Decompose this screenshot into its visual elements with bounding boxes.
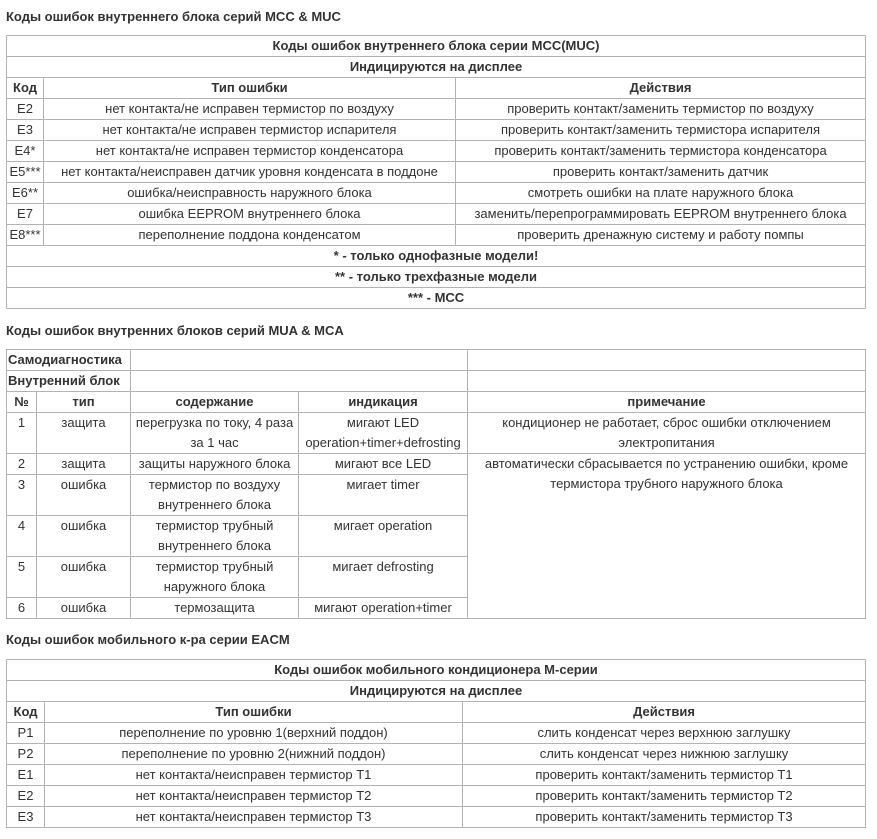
table-row xyxy=(7,454,866,475)
action-cell: проверить контакт/заменить термистора конденсатора xyxy=(456,141,866,162)
table-header-row xyxy=(7,702,866,723)
action-cell: проверить контакт/заменить термистора испарителя xyxy=(456,120,866,141)
section2-heading: Коды ошибок внутренних блоков серий MUA & MCA xyxy=(6,323,344,338)
column-header-code: Код xyxy=(7,702,45,723)
error-code-cell: E7 xyxy=(7,204,44,225)
table-title-row xyxy=(7,660,866,681)
indication-cell: мигают LED operation+timer+defrosting xyxy=(299,413,468,454)
error-type-cell: переполнение по уровню 1(верхний поддон) xyxy=(45,723,463,744)
section1-heading: Коды ошибок внутреннего блока серий MCC & MUC xyxy=(6,9,341,24)
table-row xyxy=(7,99,866,120)
table-row xyxy=(7,204,866,225)
action-cell: заменить/перепрограммировать EEPROM внутреннего блока xyxy=(456,204,866,225)
table-row xyxy=(7,765,866,786)
table-label-row xyxy=(7,350,866,371)
section3-heading: Коды ошибок мобильного к-ра серии EACM xyxy=(6,632,290,647)
table-subtitle-row xyxy=(7,57,866,78)
error-codes-table-mua-mca xyxy=(6,349,866,619)
content-cell: термистор трубный внутреннего блока xyxy=(131,516,299,557)
action-cell: проверить контакт/заменить термистор T1 xyxy=(463,765,866,786)
table-row xyxy=(7,225,866,246)
error-type-cell: нет контакта/неисправен термистор T1 xyxy=(45,765,463,786)
error-type-cell: нет контакта/неисправен термистор T3 xyxy=(45,807,463,828)
content-cell: перегрузка по току, 4 раза за 1 час xyxy=(131,413,299,454)
indication-cell: мигает defrosting xyxy=(299,557,468,598)
row-number-cell: 3 xyxy=(7,475,37,516)
error-code-cell: E6** xyxy=(7,183,44,204)
indication-cell: мигает operation xyxy=(299,516,468,557)
content-cell: защиты наружного блока xyxy=(131,454,299,475)
footnote-cell: ** - только трехфазные модели xyxy=(7,267,866,288)
table-row xyxy=(7,807,866,828)
indication-cell: мигают все LED xyxy=(299,454,468,475)
table-row xyxy=(7,744,866,765)
column-header-actions: Действия xyxy=(456,78,866,99)
type-cell: защита xyxy=(37,413,131,454)
error-type-cell: ошибка EEPROM внутреннего блока xyxy=(44,204,456,225)
type-cell: ошибка xyxy=(37,475,131,516)
error-code-cell: E3 xyxy=(7,807,45,828)
row-number-cell: 5 xyxy=(7,557,37,598)
error-code-cell: E1 xyxy=(7,765,45,786)
type-cell: ошибка xyxy=(37,557,131,598)
note-cell: кондиционер не работает, сброс ошибки отключением электропитания xyxy=(468,413,866,454)
table-note-row xyxy=(7,267,866,288)
error-type-cell: ошибка/неисправность наружного блока xyxy=(44,183,456,204)
action-cell: проверить дренажную систему и работу помпы xyxy=(456,225,866,246)
action-cell: слить конденсат через нижнюю заглушку xyxy=(463,744,866,765)
error-code-cell: E2 xyxy=(7,786,45,807)
column-header-content: содержание xyxy=(131,392,299,413)
table-title-row xyxy=(7,36,866,57)
error-code-cell: P1 xyxy=(7,723,45,744)
action-cell: проверить контакт/заменить термистор T2 xyxy=(463,786,866,807)
table-row xyxy=(7,786,866,807)
column-header-number: № xyxy=(7,392,37,413)
error-type-cell: нет контакта/не исправен термистор конденсатора xyxy=(44,141,456,162)
indication-cell: мигают operation+timer xyxy=(299,598,468,619)
table-label-row xyxy=(7,371,866,392)
content-cell: термистор трубный наружного блока xyxy=(131,557,299,598)
table-row xyxy=(7,183,866,204)
error-code-cell: E3 xyxy=(7,120,44,141)
table-subtitle: Индицируются на дисплее xyxy=(7,57,866,78)
table-header-row xyxy=(7,392,866,413)
error-code-cell: E8*** xyxy=(7,225,44,246)
indoor-unit-label: Внутренний блок xyxy=(7,371,131,392)
row-number-cell: 4 xyxy=(7,516,37,557)
action-cell: смотреть ошибки на плате наружного блока xyxy=(456,183,866,204)
action-cell: слить конденсат через верхнюю заглушку xyxy=(463,723,866,744)
error-type-cell: переполнение по уровню 2(нижний поддон) xyxy=(45,744,463,765)
table-row xyxy=(7,162,866,183)
error-code-cell: E5*** xyxy=(7,162,44,183)
table-body xyxy=(7,36,866,309)
type-cell: защита xyxy=(37,454,131,475)
error-codes-table-mcc-muc xyxy=(6,35,866,309)
error-codes-table-eacm xyxy=(6,659,866,828)
column-header-code: Код xyxy=(7,78,44,99)
error-code-cell: P2 xyxy=(7,744,45,765)
table-row xyxy=(7,120,866,141)
content-cell: термозащита xyxy=(131,598,299,619)
table-subtitle-row xyxy=(7,681,866,702)
table-body xyxy=(7,660,866,828)
table-row xyxy=(7,141,866,162)
table-body xyxy=(7,350,866,619)
column-header-indication: индикация xyxy=(299,392,468,413)
error-type-cell: нет контакта/неисправен датчик уровня конденсата в поддоне xyxy=(44,162,456,183)
error-type-cell: нет контакта/не исправен термистор испарителя xyxy=(44,120,456,141)
error-type-cell: нет контакта/неисправен термистор T2 xyxy=(45,786,463,807)
action-cell: проверить контакт/заменить термистор T3 xyxy=(463,807,866,828)
column-header-type: Тип ошибки xyxy=(44,78,456,99)
row-number-cell: 6 xyxy=(7,598,37,619)
column-header-actions: Действия xyxy=(463,702,866,723)
action-cell: проверить контакт/заменить датчик xyxy=(456,162,866,183)
column-header-type: Тип ошибки xyxy=(45,702,463,723)
table-note-row xyxy=(7,288,866,309)
table-row xyxy=(7,413,866,454)
note-cell: автоматически сбрасывается по устранению ошибки, кроме термистора трубного наружного блока xyxy=(468,454,866,619)
footnote-cell: *** - MCC xyxy=(7,288,866,309)
error-code-cell: E4* xyxy=(7,141,44,162)
row-number-cell: 1 xyxy=(7,413,37,454)
error-code-cell: E2 xyxy=(7,99,44,120)
column-header-type: тип xyxy=(37,392,131,413)
type-cell: ошибка xyxy=(37,516,131,557)
type-cell: ошибка xyxy=(37,598,131,619)
table-header-row xyxy=(7,78,866,99)
self-diagnostics-label: Самодиагностика xyxy=(7,350,131,371)
table-title: Коды ошибок внутреннего блока серии MCC(MUC) xyxy=(7,36,866,57)
error-type-cell: переполнение поддона конденсатом xyxy=(44,225,456,246)
table-subtitle: Индицируются на дисплее xyxy=(7,681,866,702)
table-row xyxy=(7,723,866,744)
error-type-cell: нет контакта/не исправен термистор по воздуху xyxy=(44,99,456,120)
table-note-row xyxy=(7,246,866,267)
indication-cell: мигает timer xyxy=(299,475,468,516)
column-header-note: примечание xyxy=(468,392,866,413)
row-number-cell: 2 xyxy=(7,454,37,475)
action-cell: проверить контакт/заменить термистор по воздуху xyxy=(456,99,866,120)
content-cell: термистор по воздуху внутреннего блока xyxy=(131,475,299,516)
table-title: Коды ошибок мобильного кондиционера М-серии xyxy=(7,660,866,681)
footnote-cell: * - только однофазные модели! xyxy=(7,246,866,267)
